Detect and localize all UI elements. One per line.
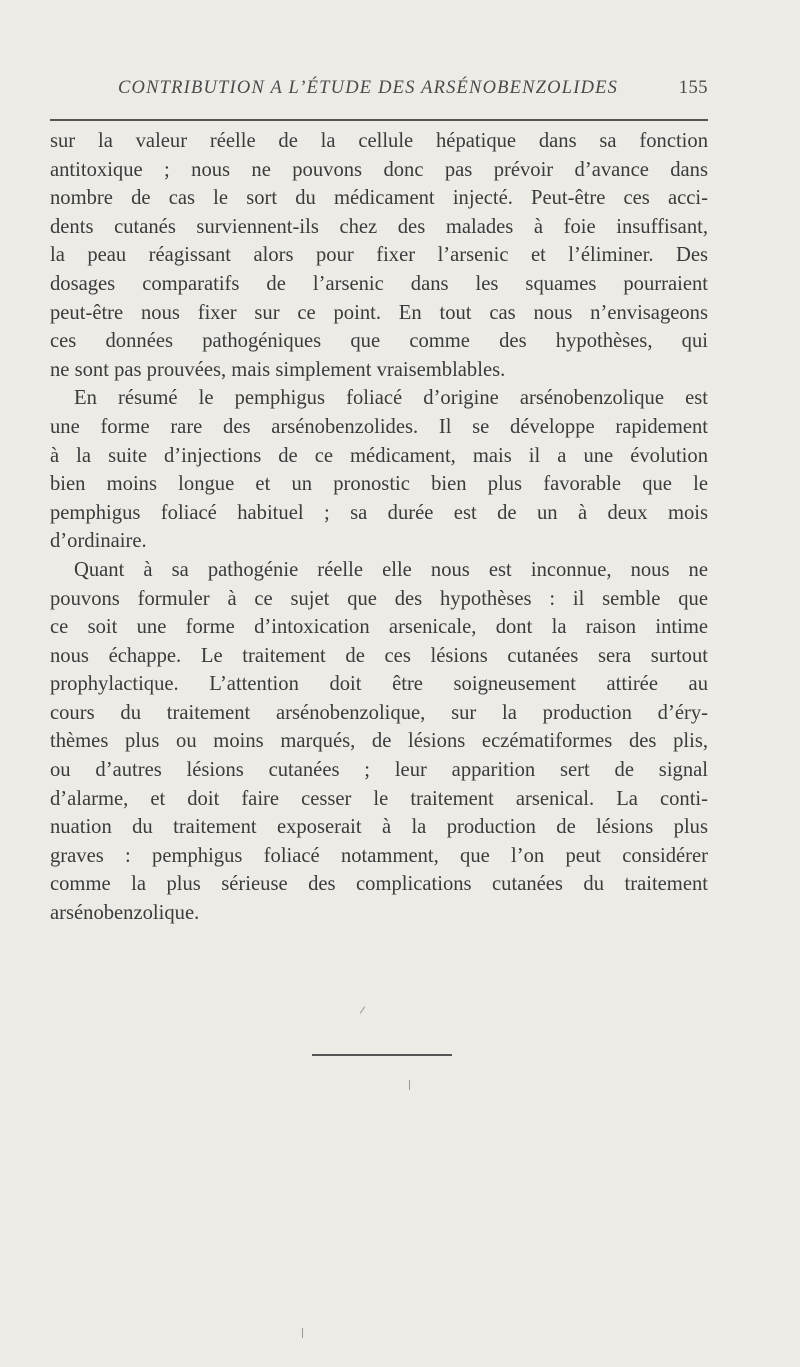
text-line: dosages comparatifs de l’arsenic dans les squames pourraient xyxy=(50,272,708,295)
end-rule xyxy=(312,1054,452,1056)
text-line: dents cutanés surviennent-ils chez des malades à foie insuffisant, xyxy=(50,215,708,238)
text-line: ces données pathogéniques que comme des hypothèses, qui xyxy=(50,330,708,353)
text-line: antitoxique ; nous ne pouvons donc pas prévoir d’avance dans xyxy=(50,158,708,181)
text-line: à la suite d’injections de ce médicament, mais il a une évolution xyxy=(50,444,708,467)
text-line: arsénobenzolique. xyxy=(50,902,200,925)
running-head xyxy=(118,78,708,104)
page-number: 155 xyxy=(678,78,708,98)
text-line: graves : pemphigus foliacé notamment, que l’on peut considérer xyxy=(50,844,708,867)
text-line: ne sont pas prouvées, mais simplement vraisemblables. xyxy=(50,358,506,381)
text-line: bien moins longue et un pronostic bien plus favorable que le xyxy=(50,473,708,496)
paragraph-start-line: En résumé le pemphigus foliacé d’origine arsénobenzolique est xyxy=(74,387,708,410)
body-text xyxy=(50,127,708,928)
text-line: pouvons formuler à ce sujet que des hypothèses : il semble que xyxy=(50,587,708,610)
paper-speck xyxy=(302,1328,303,1338)
text-line: nombre de cas le sort du médicament injecté. Peut-être ces acci- xyxy=(50,187,708,210)
text-line: pemphigus foliacé habituel ; sa durée est de un à deux mois xyxy=(50,501,708,524)
paragraph-start-line: Quant à sa pathogénie réelle elle nous est inconnue, nous ne xyxy=(74,558,708,581)
text-line: sur la valeur réelle de la cellule hépatique dans sa fonction xyxy=(50,130,708,152)
text-line: la peau réagissant alors pour fixer l’arsenic et l’éliminer. Des xyxy=(50,244,708,267)
text-line: une forme rare des arsénobenzolides. Il se développe rapidement xyxy=(50,415,708,438)
text-line: nous échappe. Le traitement de ces lésions cutanées sera surtout xyxy=(50,644,708,667)
paper-speck xyxy=(409,1080,410,1090)
text-line: ou d’autres lésions cutanées ; leur apparition sert de signal xyxy=(50,759,708,782)
text-line: d’ordinaire. xyxy=(50,530,147,553)
paper-speck xyxy=(360,1006,365,1013)
header-rule xyxy=(50,119,708,121)
running-title: CONTRIBUTION A L’ÉTUDE DES ARSÉNOBENZOLIDES xyxy=(118,78,619,98)
text-line: peut-être nous fixer sur ce point. En tout cas nous n’envisageons xyxy=(50,301,708,324)
text-line: prophylactique. L’attention doit être soigneusement attirée au xyxy=(50,673,708,696)
text-line: ce soit une forme d’intoxication arsenicale, dont la raison intime xyxy=(50,616,708,639)
text-line: comme la plus sérieuse des complications cutanées du traitement xyxy=(50,873,708,896)
text-line: cours du traitement arsénobenzolique, sur la production d’éry- xyxy=(50,701,708,724)
text-line: nuation du traitement exposerait à la production de lésions plus xyxy=(50,816,708,839)
text-line: d’alarme, et doit faire cesser le traitement arsenical. La conti- xyxy=(50,787,708,810)
text-line: thèmes plus ou moins marqués, de lésions eczématiformes des plis, xyxy=(50,730,708,753)
